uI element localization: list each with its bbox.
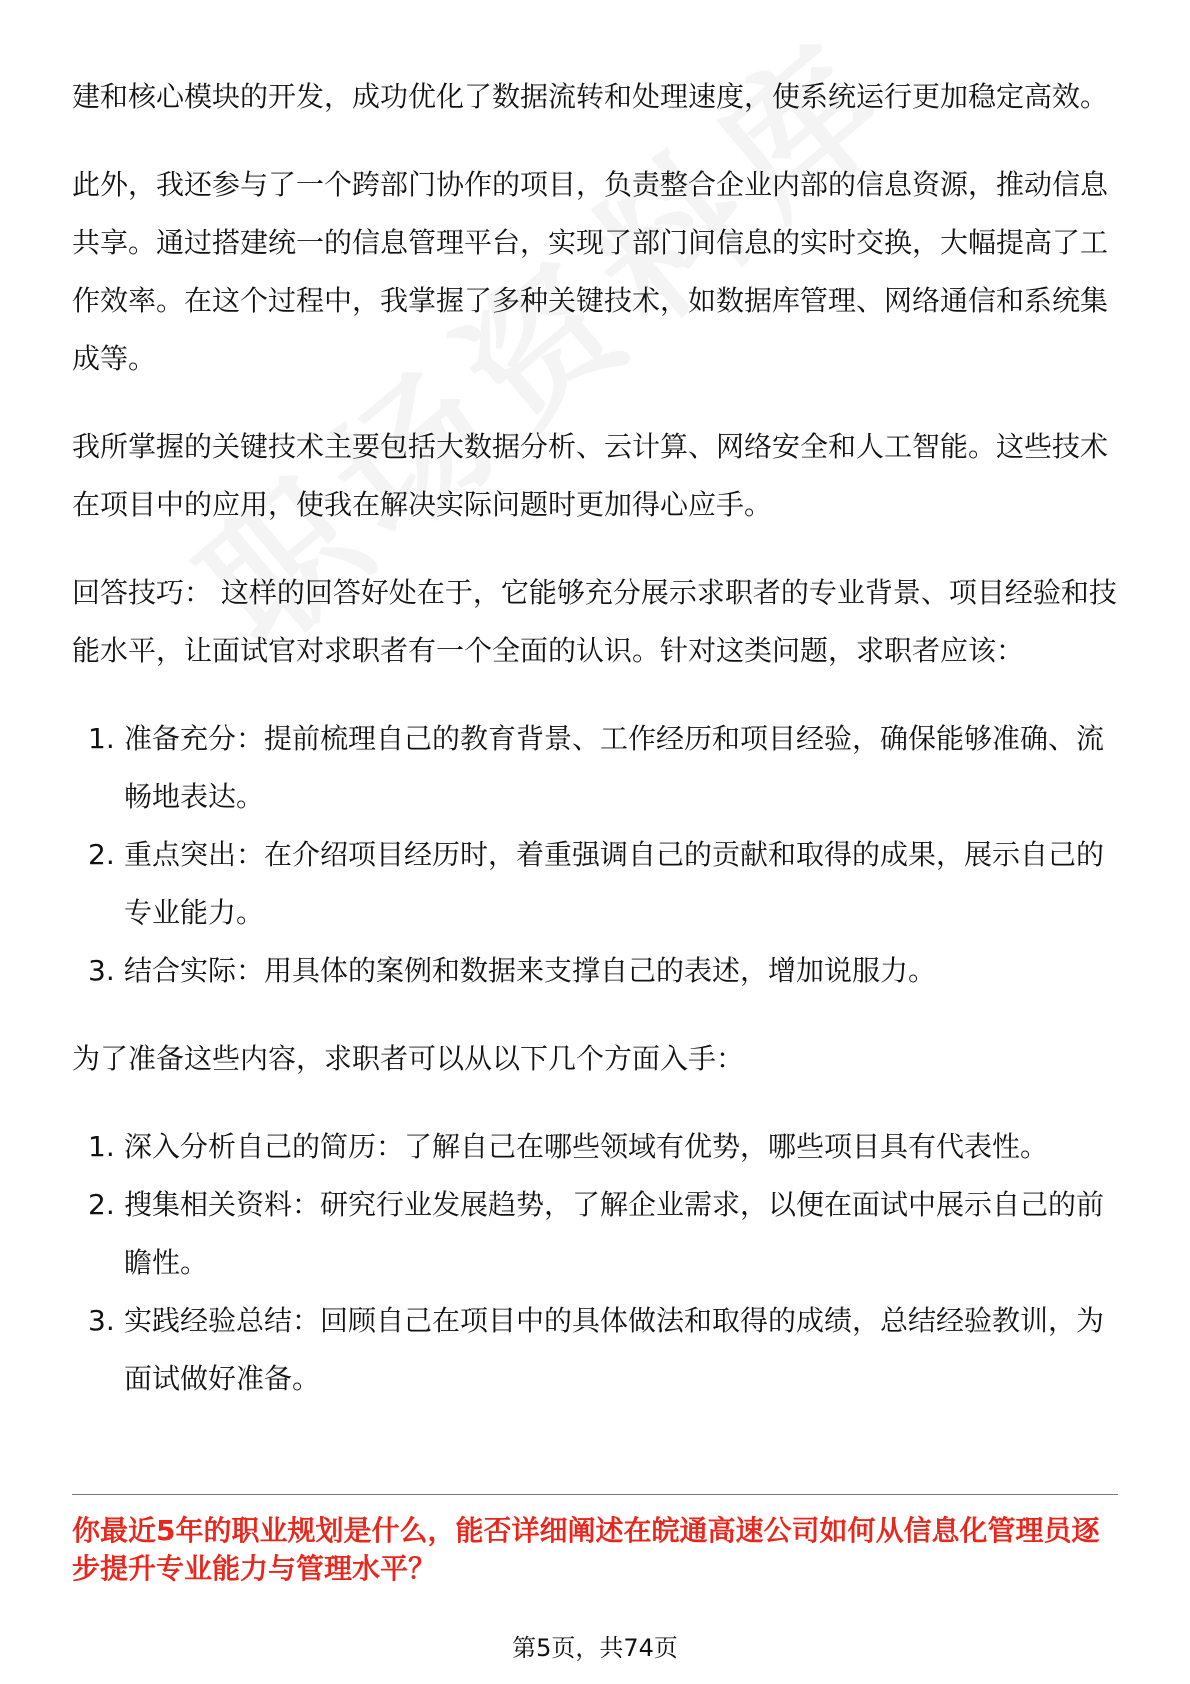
list-item <box>72 710 1118 826</box>
list-item-text: 深入分析自己的简历：了解自己在哪些领域有优势，哪些项目具有代表性。 <box>124 1130 1049 1163</box>
list-item <box>72 1176 1118 1292</box>
interview-question-heading: 你最近5年的职业规划是什么，能否详细阐述在皖通高速公司如何从信息化管理员逐步提升专业能力与管理水平？ <box>72 1514 1100 1585</box>
paragraph-answer-tips: 回答技巧： 这样的回答好处在于，它能够充分展示求职者的专业背景、项目经验和技能水平，让面试官对求职者有一个全面的认识。针对这类问题，求职者应该： <box>72 576 1117 667</box>
list-item <box>72 1118 1118 1176</box>
preparation-list <box>72 1118 1118 1408</box>
list-item-text: 结合实际：用具体的案例和数据来支撑自己的表述，增加说服力。 <box>124 954 937 987</box>
paragraph-preparation: 为了准备这些内容，求职者可以从以下几个方面入手： <box>72 1042 745 1075</box>
list-number: 2. <box>88 838 115 871</box>
page-number-footer: 第5页，共74页 <box>512 1634 678 1662</box>
section-divider <box>72 1494 1118 1495</box>
list-item-text: 准备充分：提前梳理自己的教育背景、工作经历和项目经验，确保能够准确、流畅地表达。 <box>124 722 1105 813</box>
body-content <box>72 68 1118 1408</box>
list-number: 3. <box>88 954 115 987</box>
list-item <box>72 1292 1118 1408</box>
list-item-text: 重点突出：在介绍项目经历时，着重强调自己的贡献和取得的成果，展示自己的专业能力。 <box>124 838 1105 929</box>
paragraph-key-technologies: 我所掌握的关键技术主要包括大数据分析、云计算、网络安全和人工智能。这些技术在项目中的应用，使我在解决实际问题时更加得心应手。 <box>72 430 1109 521</box>
paragraph-continued: 建和核心模块的开发，成功优化了数据流转和处理速度，使系统运行更加稳定高效。 <box>72 80 1109 113</box>
list-number: 1. <box>88 1130 115 1163</box>
tips-list <box>72 710 1118 1000</box>
list-item <box>72 826 1118 942</box>
list-item-text: 搜集相关资料：研究行业发展趋势，了解企业需求，以便在面试中展示自己的前瞻性。 <box>124 1188 1105 1279</box>
list-item-text: 实践经验总结：回顾自己在项目中的具体做法和取得的成绩，总结经验教训，为面试做好准备。 <box>124 1304 1105 1395</box>
list-item <box>72 942 1118 1000</box>
list-number: 1. <box>88 722 115 755</box>
list-number: 2. <box>88 1188 115 1221</box>
paragraph-cross-department: 此外，我还参与了一个跨部门协作的项目，负责整合企业内部的信息资源，推动信息共享。通过搭建统一的信息管理平台，实现了部门间信息的实时交换，大幅提高了工作效率。在这个过程中，我掌握了多种关键技术，如数据库管理、网络通信和系统集成等。 <box>72 168 1109 375</box>
list-number: 3. <box>88 1304 115 1337</box>
